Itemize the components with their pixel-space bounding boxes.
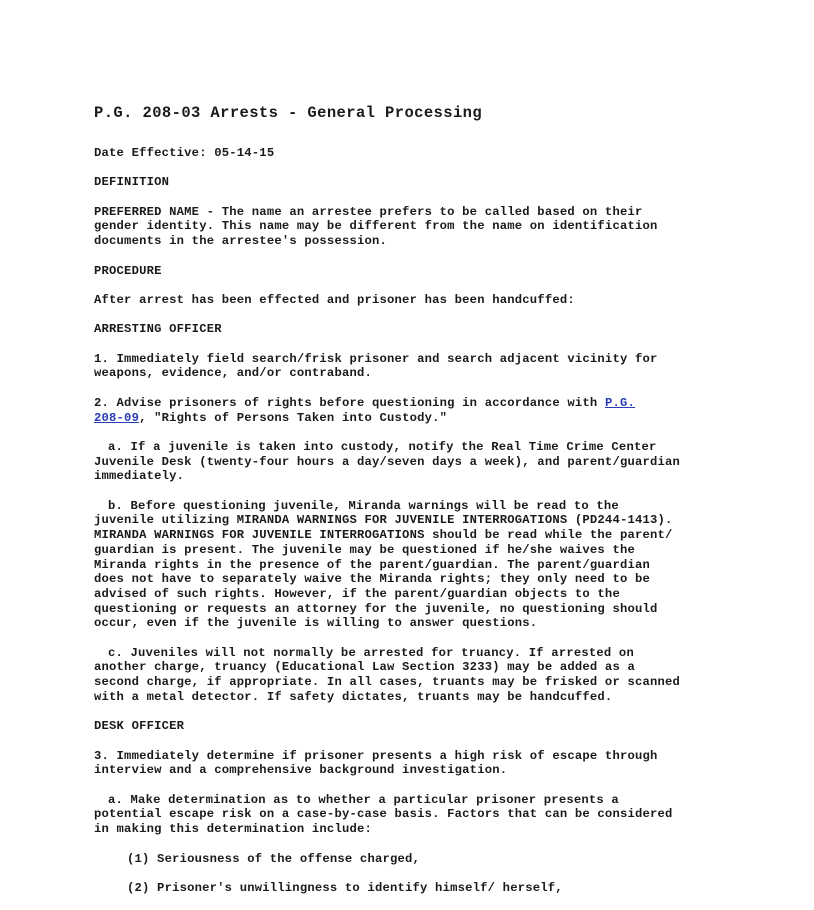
pg-208-09-link[interactable]: P.G. 208-09 [94, 395, 635, 425]
step-3: 3. Immediately determine if prisoner presents a high risk of escape through interview and a comprehensive background investigation. [94, 748, 658, 778]
definition-heading: DEFINITION [94, 175, 170, 190]
desk-officer-heading: DESK OFFICER [94, 719, 185, 734]
arresting-officer-heading: ARRESTING OFFICER [94, 322, 222, 337]
step-2b: b. Before questioning juvenile, Miranda warnings will be read to the juvenile utilizing MIRANDA WARNINGS FOR JUVENILE INTERROGATIONS (PD244-1413). MIRANDA WARNINGS FOR JUVENILE INTERROGATIONS should be read while the parent/ guardian is present. The juvenile may be questioned if he/she waives the Miranda rights in the presence of the parent/guardian. The parent/guardian does not have to separately waive the Miranda rights; they only need to be advised of such rights. However, if the parent/guardian objects to the questioning or requests an attorney for the juvenile, no questioning should occur, even if the juvenile is willing to answer questions. [94, 498, 673, 631]
document-page [94, 104, 794, 910]
date-effective: Date Effective: 05-14-15 [94, 146, 275, 160]
step-2a: a. If a juvenile is taken into custody, notify the Real Time Crime Center Juvenile Desk (twenty-four hours a day/seven days a week), and parent/guardian immediately. [94, 439, 681, 484]
step-2-text-end: , "Rights of Persons Taken into Custody." [139, 410, 448, 425]
step-2 [94, 396, 794, 425]
procedure-intro: After arrest has been effected and prisoner has been handcuffed: [94, 292, 575, 307]
procedure-heading: PROCEDURE [94, 263, 162, 278]
factor-1: (1) Seriousness of the offense charged, [127, 851, 421, 866]
step-1: 1. Immediately field search/frisk prisoner and search adjacent vicinity for weapons, evidence, and/or contraband. [94, 351, 658, 381]
step-2-text: 2. Advise prisoners of rights before questioning in accordance with [94, 395, 605, 410]
step-3a: a. Make determination as to whether a particular prisoner presents a potential escape risk on a case-by-case basis. Factors that can be considered in making this determination include: [94, 792, 673, 837]
page-title: P.G. 208-03 Arrests - General Processing [94, 104, 483, 122]
factor-2: (2) Prisoner's unwillingness to identify himself/ herself, [127, 880, 563, 895]
step-2c: c. Juveniles will not normally be arrested for truancy. If arrested on another charge, truancy (Educational Law Section 3233) may be added as a second charge, if appropriate. In all cases, truants may be frisked or scanned with a metal detector. If safety dictates, truants may be handcuffed. [94, 645, 681, 704]
preferred-name-definition: PREFERRED NAME - The name an arrestee prefers to be called based on their gender identity. This name may be different from the name on identification documents in the arrestee's possession. [94, 204, 658, 249]
